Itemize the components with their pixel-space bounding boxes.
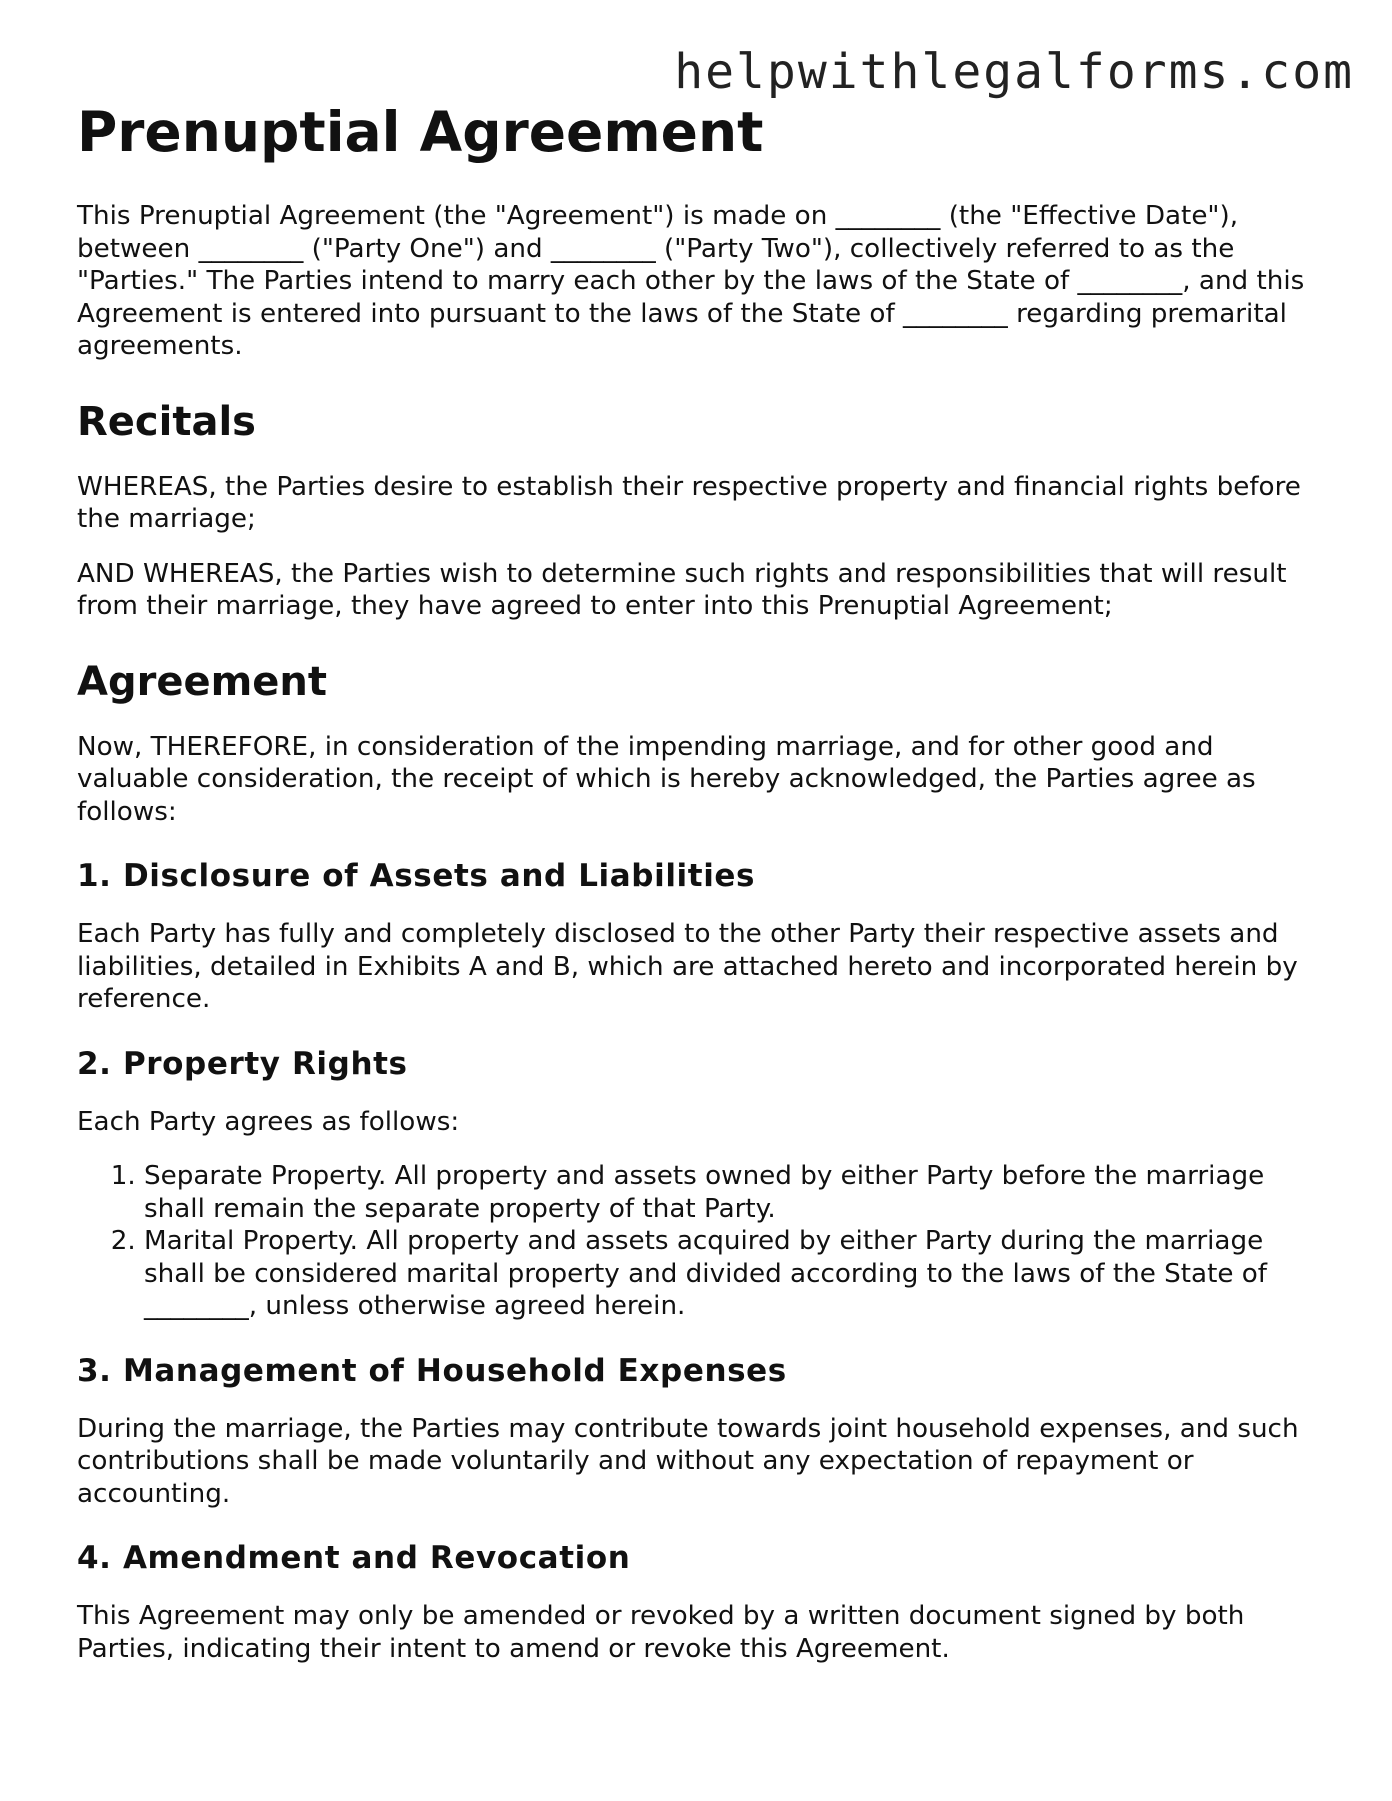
section-heading-disclosure: 1. Disclosure of Assets and Liabilities <box>77 858 756 894</box>
list-item-marital-property: 2. Marital Property. All property and assets acquired by either Party during the marriage shall be considered marital property and divided according to the laws of the State of ________, unless otherwise agreed herein. <box>144 1225 1327 1323</box>
section-text-property-rights: Each Party agrees as follows: <box>77 1106 460 1137</box>
property-rights-list <box>77 1160 1327 1323</box>
intro-paragraph: This Prenuptial Agreement (the "Agreement") is made on ________ (the "Effective Date"), between ________ ("Party One") and ________ ("Party Two"), collectively referred to as the "Parties." The Parties intend to marry each other by the laws of the State of ________, and this Agreement is entered into pursuant to the laws of the State of ________ regarding premarital agreements. <box>77 201 1305 361</box>
recitals-heading: Recitals <box>77 398 256 445</box>
section-heading-amendment: 4. Amendment and Revocation <box>77 1540 631 1576</box>
list-item-separate-property: 1. Separate Property. All property and assets owned by either Party before the marriage shall remain the separate property of that Party. <box>144 1160 1327 1225</box>
section-text-amendment: This Agreement may only be amended or revoked by a written document signed by both Parties, indicating their intent to amend or revoke this Agreement. <box>77 1601 1245 1664</box>
document-title: Prenuptial Agreement <box>77 100 764 164</box>
site-watermark: helpwithlegalforms.com <box>674 44 1354 100</box>
document-body <box>77 96 1327 1687</box>
agreement-heading: Agreement <box>77 658 327 705</box>
recital-paragraph: AND WHEREAS, the Parties wish to determine such rights and responsibilities that will result from their marriage, they have agreed to enter into this Prenuptial Agreement; <box>77 558 1287 621</box>
section-heading-household-expenses: 3. Management of Household Expenses <box>77 1352 787 1389</box>
section-text-household-expenses: During the marriage, the Parties may contribute towards joint household expenses, and such contributions shall be made voluntarily and without any expectation of repayment or accounting. <box>77 1413 1299 1509</box>
section-text-disclosure: Each Party has fully and completely disclosed to the other Party their respective assets and liabilities, detailed in Exhibits A and B, which are attached hereto and incorporated herein by reference. <box>77 919 1298 1014</box>
agreement-intro: Now, THEREFORE, in consideration of the impending marriage, and for other good and valuable consideration, the receipt of which is hereby acknowledged, the Parties agree as follows: <box>77 731 1256 827</box>
section-heading-property-rights: 2. Property Rights <box>77 1045 408 1082</box>
recital-paragraph: WHEREAS, the Parties desire to establish their respective property and financial rights before the marriage; <box>77 471 1301 534</box>
